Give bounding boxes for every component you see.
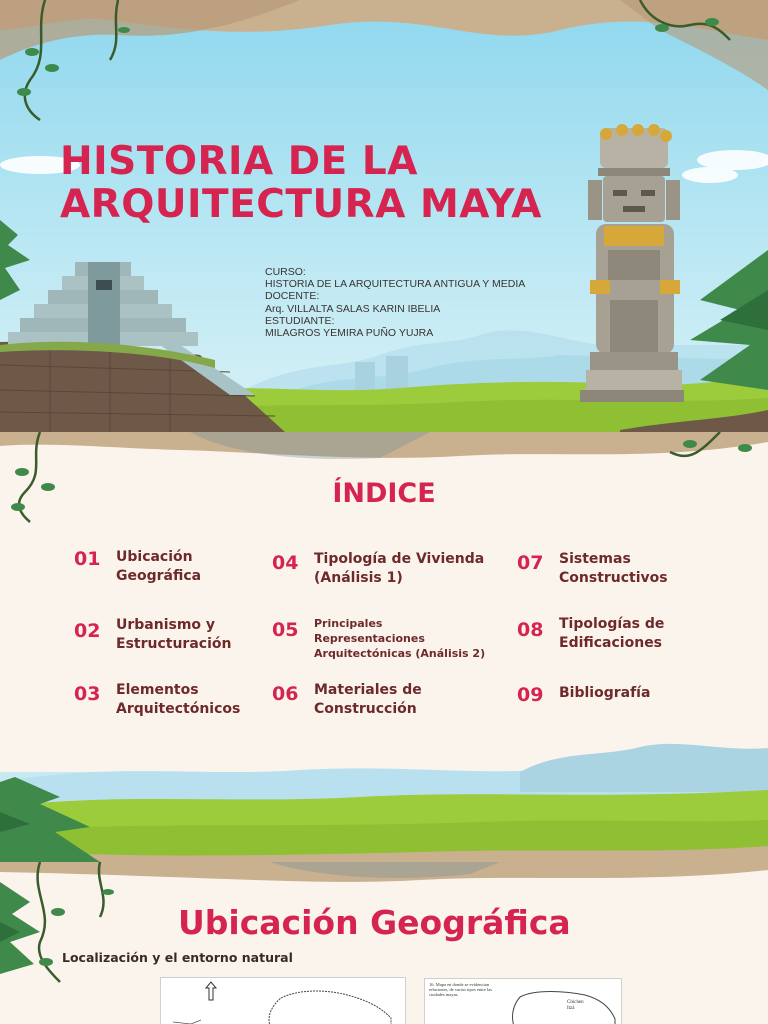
index-label: Ubicación Geográfica: [116, 549, 202, 584]
location-title: Ubicación Geográfica: [178, 903, 571, 942]
index-number: 01: [74, 548, 101, 570]
index-number: 06: [272, 683, 299, 705]
north-arrow-icon: [206, 982, 216, 1000]
map-place-label: Chichen Itzá: [567, 1000, 584, 1011]
cover-title: [60, 140, 580, 226]
index-item-02[interactable]: [74, 616, 231, 654]
map-image-1: [160, 977, 406, 1024]
student-label: ESTUDIANTE:: [265, 314, 335, 327]
course-label: CURSO:: [265, 266, 306, 278]
index-item-05[interactable]: [272, 616, 485, 661]
pyramid-icon: [8, 262, 198, 346]
index-item-04[interactable]: [272, 550, 484, 588]
map-drawing-1: [161, 978, 407, 1024]
index-label: Urbanismo y Estructuración: [116, 617, 232, 652]
index-label: Bibliografía: [559, 685, 651, 701]
map-drawing-2: [425, 979, 623, 1024]
index-number: 07: [517, 552, 544, 574]
index-label: Tipología de Vivienda (Análisis 1): [314, 551, 485, 586]
index-number: 04: [272, 552, 299, 574]
index-item-07[interactable]: [517, 550, 668, 588]
index-label: Sistemas Constructivos: [559, 551, 668, 586]
index-number: 09: [517, 684, 544, 706]
index-item-03[interactable]: [74, 681, 240, 719]
index-item-06[interactable]: [272, 681, 422, 719]
teacher-label: DOCENTE:: [265, 290, 320, 303]
location-subtitle: Localización y el entorno natural: [62, 950, 293, 965]
index-number: 02: [74, 620, 101, 642]
index-label: Elementos Arquitectónicos: [116, 682, 241, 717]
cover-title-line-1: HISTORIA DE LA: [60, 139, 418, 184]
cover-info-block: [265, 266, 525, 339]
index-label: Materiales de Construcción: [314, 682, 422, 717]
index-item-01[interactable]: [74, 548, 201, 586]
index-label: Principales Representaciones Arquitectónicas (Análisis 2): [314, 617, 486, 660]
index-number: 08: [517, 619, 544, 641]
statue-icon: [580, 124, 684, 402]
index-title: ÍNDICE: [332, 478, 436, 509]
index-number: 03: [74, 683, 101, 705]
index-number: 05: [272, 619, 299, 641]
teacher-value: Arq. VILLALTA SALAS KARIN IBELIA: [265, 302, 441, 315]
cover-slide: [0, 0, 768, 432]
map-caption: 16. Mapa en donde se evidencian relaciones, de varios tipos entre las ciudades mayas.: [429, 982, 492, 997]
course-value: HISTORIA DE LA ARQUITECTURA ANTIGUA Y MEDIA: [265, 278, 526, 291]
index-item-08[interactable]: [517, 615, 664, 653]
cover-title-line-2: ARQUITECTURA MAYA: [60, 182, 542, 227]
student-value: MILAGROS YEMIRA PUÑO YUJRA: [265, 327, 434, 340]
index-label: Tipologías de Edificaciones: [559, 616, 665, 651]
index-item-09[interactable]: [517, 684, 650, 706]
map-image-2: [424, 978, 622, 1024]
